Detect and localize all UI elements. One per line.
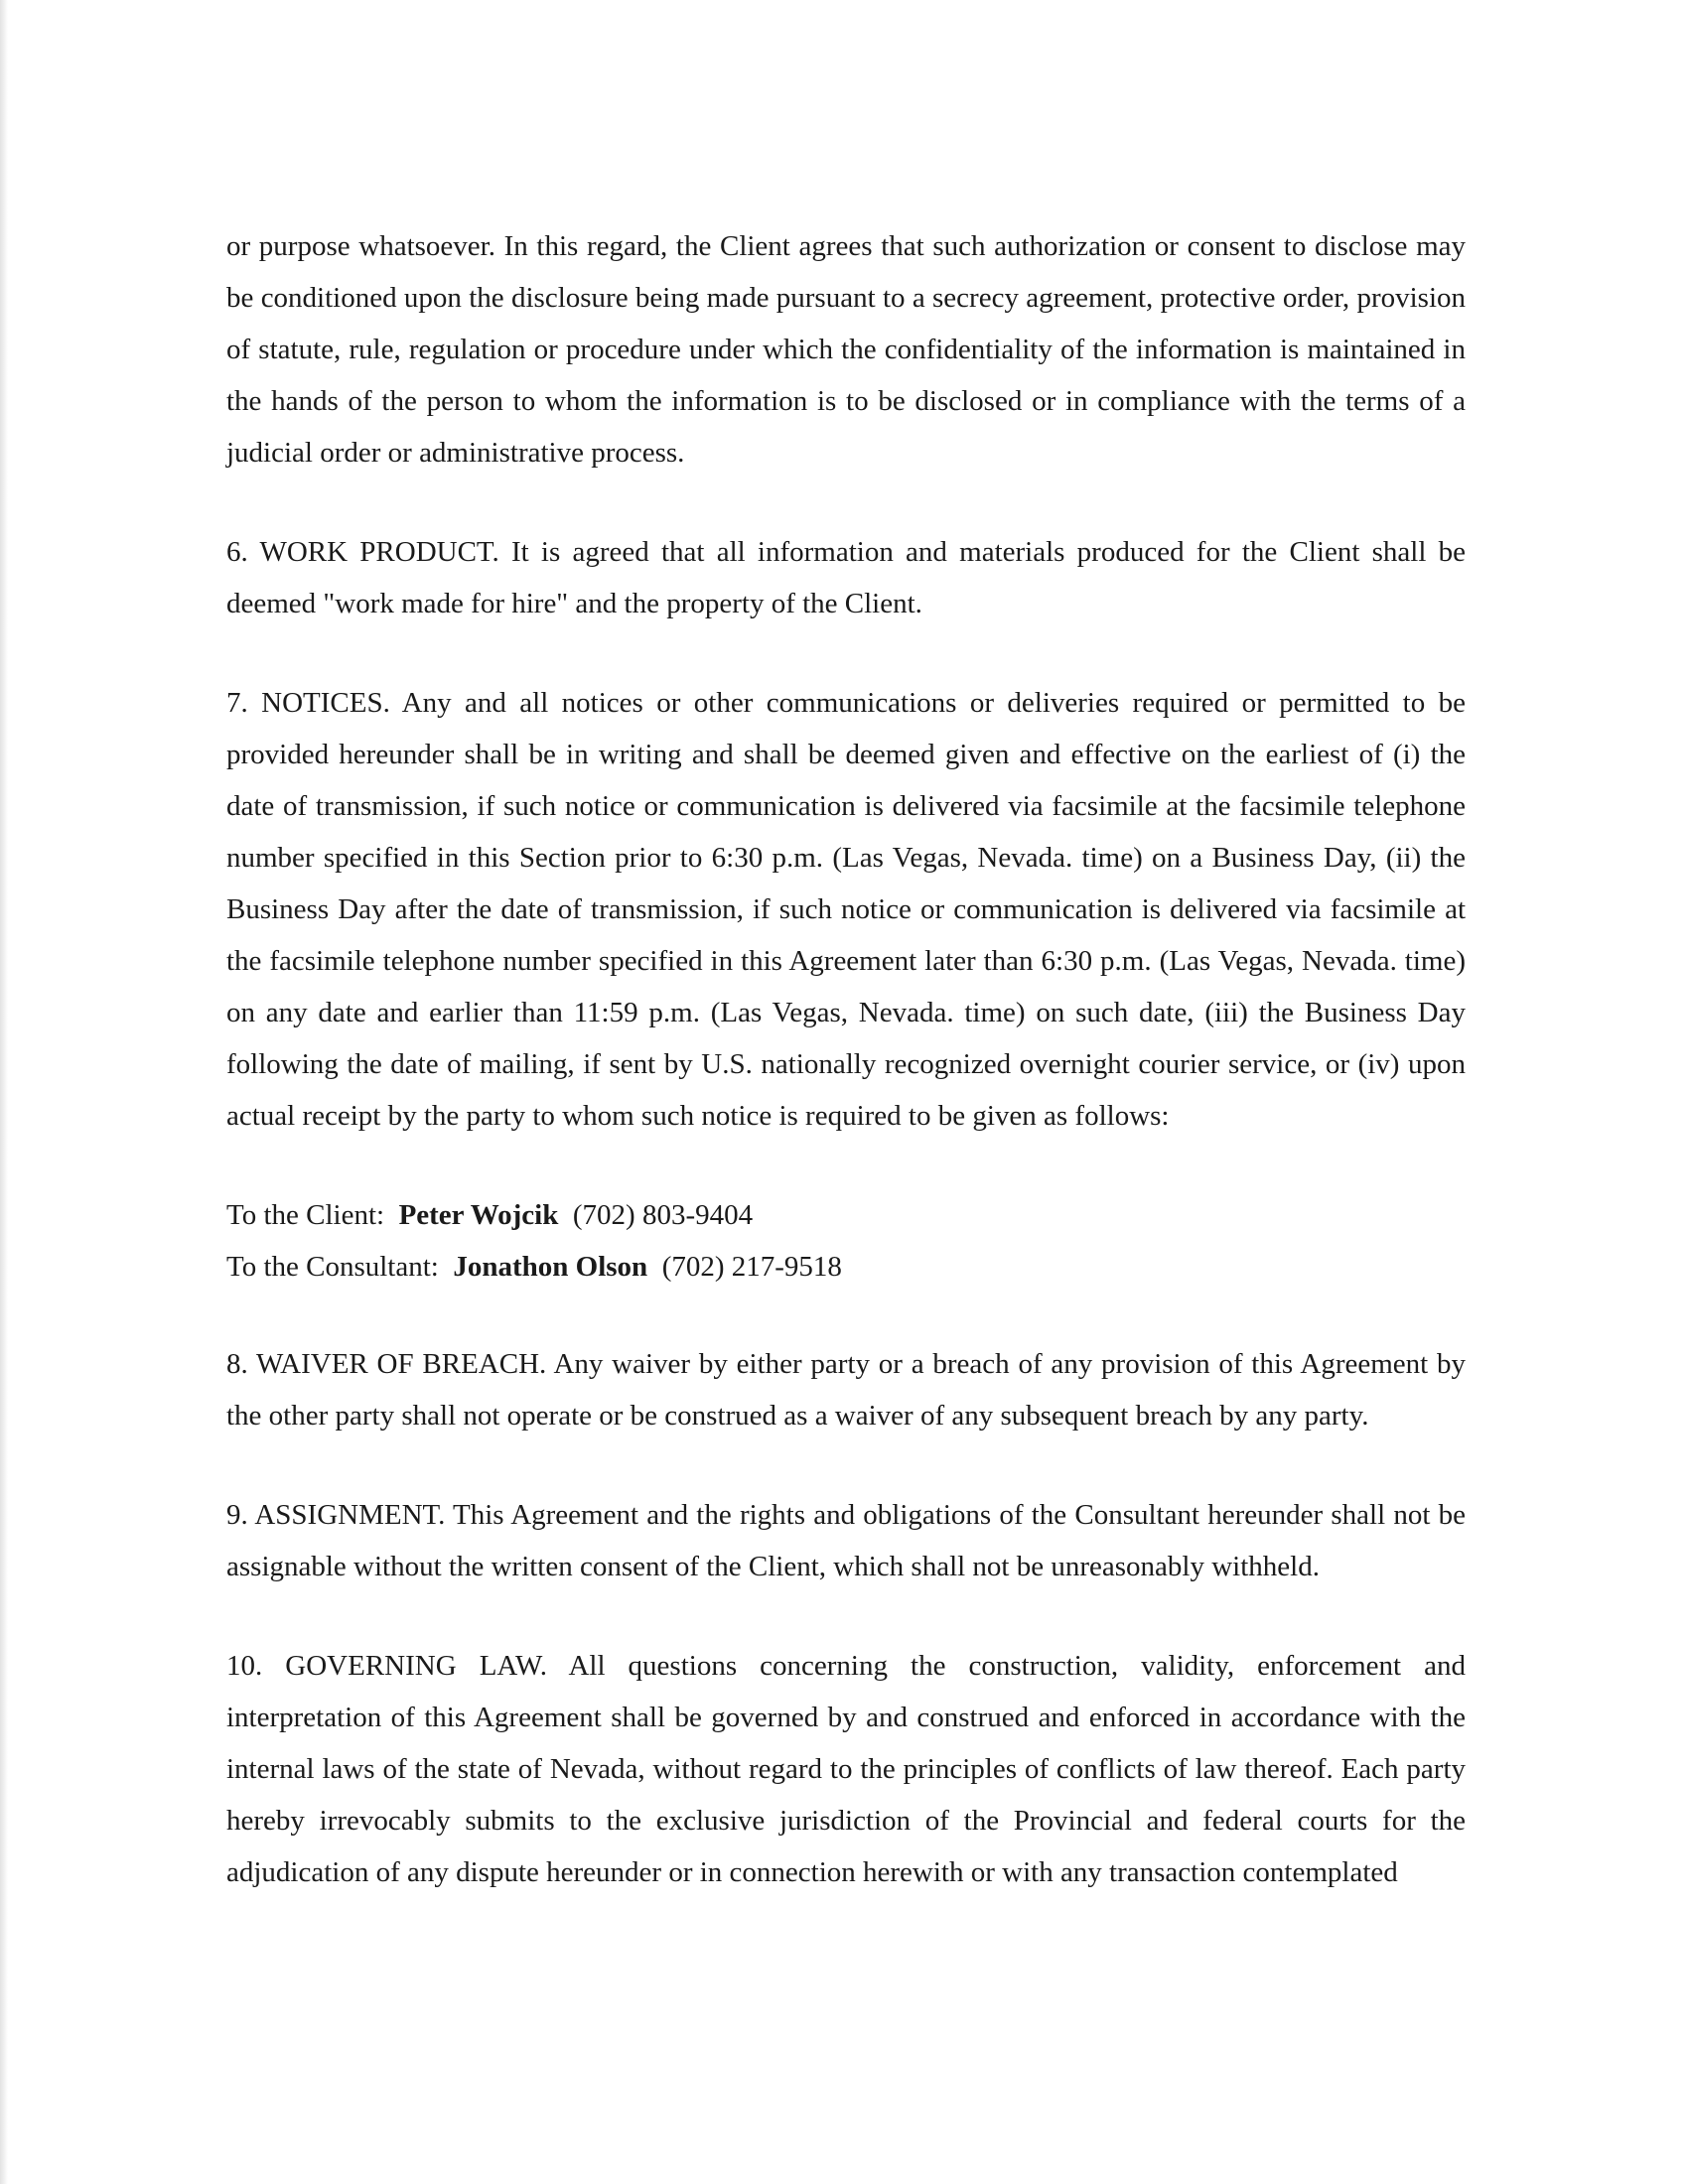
paragraph-waiver-of-breach: 8. WAIVER OF BREACH. Any waiver by either party or a breach of any provision of this Agreement by the other party shall not operate or be construed as a waiver of any subsequent breach by any party. [226,1348,1466,1432]
notice-consultant-line [226,1241,1466,1293]
notice-client-line [226,1189,1466,1241]
paragraph-notices: 7. NOTICES. Any and all notices or other communications or deliveries required or permitted to be provided hereunder shall be in writing and shall be deemed given and effective on the earliest of (i) the date of transmission, if such notice or communication is delivered via facsimile at the facsimile telephone number specified in this Section prior to 6:30 p.m. (Las Vegas, Nevada. time) on a Business Day, (ii) the Business Day after the date of transmission, if such notice or communication is delivered via facsimile at the facsimile telephone number specified in this Agreement later than 6:30 p.m. (Las Vegas, Nevada. time) on any date and earlier than 11:59 p.m. (Las Vegas, Nevada. time) on such date, (iii) the Business Day following the date of mailing, if sent by U.S. nationally recognized overnight courier service, or (iv) upon actual receipt by the party to whom such notice is required to be given as follows: [226,687,1466,1132]
paragraph-governing-law: 10. GOVERNING LAW. All questions concerning the construction, validity, enforcement and interpretation of this Agreement shall be governed by and construed and enforced in accordance with the internal laws of the state of Nevada, without regard to the principles of conflicts of law thereof. Each party hereby irrevocably submits to the exclusive jurisdiction of the Provincial and federal courts for the adjudication of any dispute hereunder or in connection herewith or with any transaction contemplated [226,1650,1466,1888]
notice-client-label: To the Client: [226,1199,385,1231]
document-page [226,220,1466,1946]
notice-contacts [226,1189,1466,1293]
notice-consultant-name: Jonathon Olson [453,1251,648,1283]
paragraph-work-product: 6. WORK PRODUCT. It is agreed that all information and materials produced for the Client shall be deemed "work made for hire" and the property of the Client. [226,536,1466,619]
notice-client-phone: (702) 803-9404 [572,1199,754,1231]
notice-client-name: Peter Wojcik [398,1199,559,1231]
notice-consultant-label: To the Consultant: [226,1251,439,1283]
notice-consultant-phone: (702) 217-9518 [661,1251,842,1283]
paragraph-confidentiality-continuation: or purpose whatsoever. In this regard, the Client agrees that such authorization or consent to disclose may be conditioned upon the disclosure being made pursuant to a secrecy agreement, protective order, provision of statute, rule, regulation or procedure under which the confidentiality of the information is maintained in the hands of the person to whom the information is to be disclosed or in compliance with the terms of a judicial order or administrative process. [226,230,1466,469]
scan-edge-shadow [0,0,8,2184]
paragraph-assignment: 9. ASSIGNMENT. This Agreement and the rights and obligations of the Consultant hereunder shall not be assignable without the written consent of the Client, which shall not be unreasonably withheld. [226,1499,1466,1582]
